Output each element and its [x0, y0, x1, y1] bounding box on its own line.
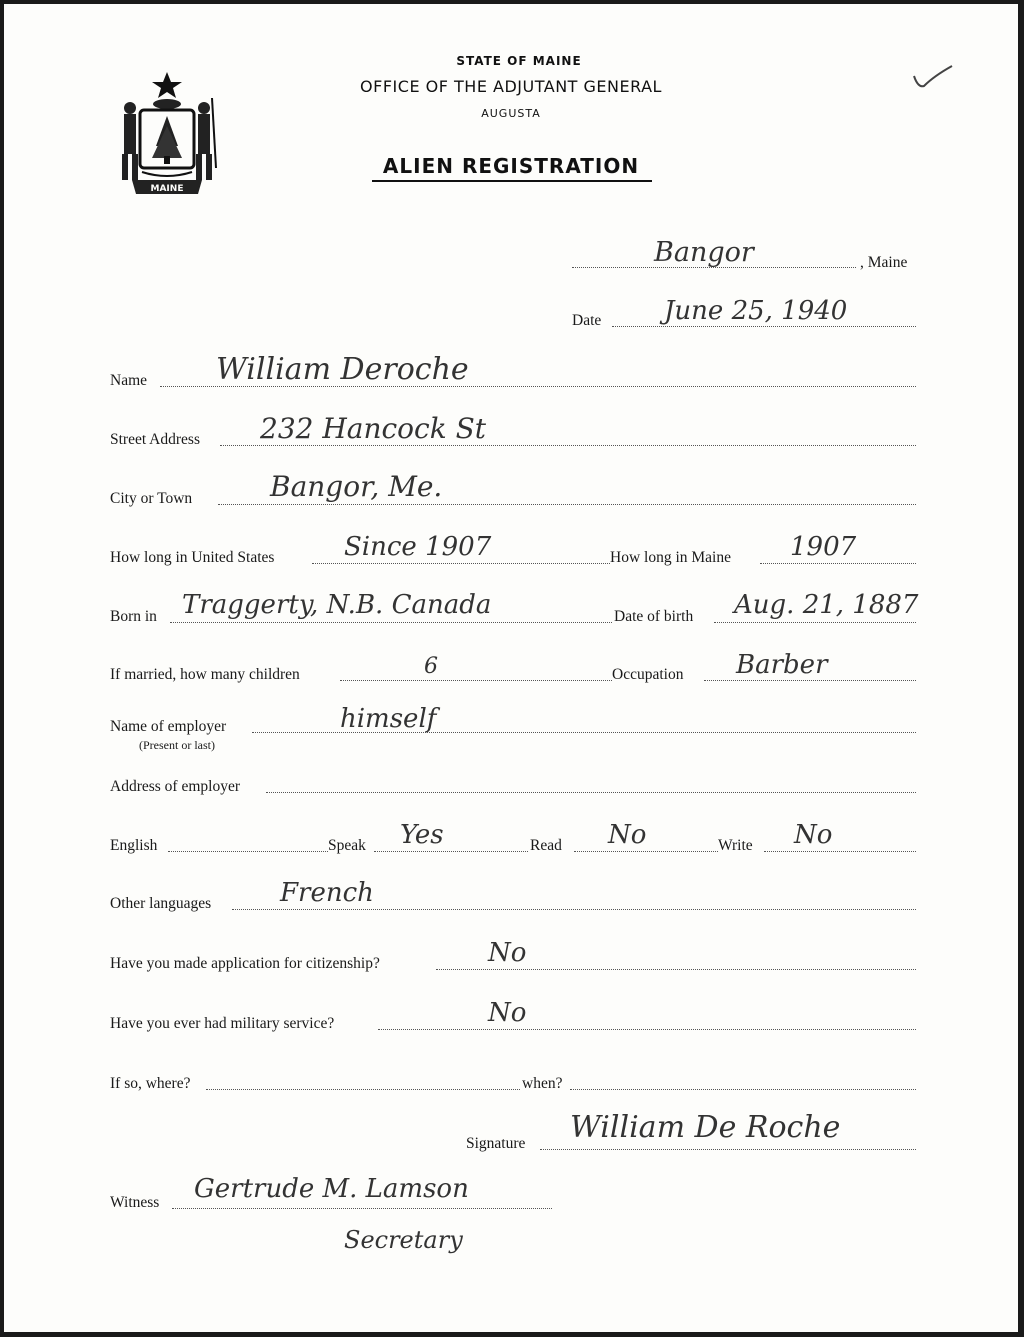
signature-line — [540, 1149, 916, 1150]
date-line — [612, 326, 916, 327]
witness-title: Secretary — [344, 1226, 463, 1254]
citizenship-value[interactable]: No — [488, 938, 527, 968]
birth-date-value[interactable]: Aug. 21, 1887 — [734, 590, 919, 620]
registration-form — [4, 4, 1018, 1332]
employer-address-line — [266, 792, 916, 793]
witness-label: Witness — [110, 1194, 160, 1211]
us-duration-value[interactable]: Since 1907 — [344, 532, 492, 562]
employer-label: Name of employer — [110, 718, 227, 735]
title-underline — [372, 180, 652, 182]
office-heading: OFFICE OF THE ADJUTANT GENERAL — [360, 77, 662, 96]
other-languages-value[interactable]: French — [280, 878, 374, 908]
us-duration-line — [312, 563, 610, 564]
citizenship-label: Have you made application for citizenship? — [110, 955, 380, 972]
city-value[interactable]: Bangor, Me. — [270, 470, 443, 503]
citizenship-line — [436, 969, 916, 970]
employer-address-label: Address of employer — [110, 778, 240, 795]
write-line — [764, 851, 916, 852]
employer-sublabel: (Present or last) — [139, 738, 215, 752]
birth-date-label: Date of birth — [614, 608, 694, 625]
date-value[interactable]: June 25, 1940 — [664, 296, 848, 326]
other-languages-label: Other languages — [110, 895, 212, 912]
city-heading: AUGUSTA — [481, 107, 541, 120]
occupation-value[interactable]: Barber — [736, 650, 828, 680]
check-mark-icon — [910, 62, 956, 92]
signature-label: Signature — [466, 1135, 526, 1152]
us-duration-label: How long in United States — [110, 549, 275, 566]
children-label: If married, how many children — [110, 666, 300, 683]
when-line — [570, 1089, 916, 1090]
maine-duration-line — [760, 563, 916, 564]
place-value[interactable]: Bangor — [654, 237, 754, 268]
birthplace-line — [170, 622, 612, 623]
state-heading: STATE OF MAINE — [456, 54, 582, 68]
svg-text:MAINE: MAINE — [150, 184, 184, 194]
occupation-label: Occupation — [612, 666, 684, 683]
occupation-line — [704, 680, 916, 681]
date-label: Date — [572, 312, 602, 329]
military-line — [378, 1029, 916, 1030]
birth-date-line — [714, 622, 916, 623]
children-value[interactable]: 6 — [424, 654, 438, 679]
speak-line — [374, 851, 528, 852]
children-line — [340, 680, 612, 681]
maine-duration-value[interactable]: 1907 — [790, 532, 857, 562]
name-label: Name — [110, 372, 148, 389]
birthplace-label: Born in — [110, 608, 157, 625]
military-value[interactable]: No — [488, 998, 527, 1028]
birthplace-value[interactable]: Traggerty, N.B. Canada — [182, 590, 492, 620]
english-line — [168, 851, 328, 852]
city-label: City or Town — [110, 490, 193, 507]
speak-label: Speak — [328, 837, 366, 854]
street-line — [220, 445, 916, 446]
form-title: ALIEN REGISTRATION — [382, 154, 640, 178]
name-value[interactable]: William Deroche — [216, 352, 469, 387]
other-languages-line — [232, 909, 916, 910]
military-label: Have you ever had military service? — [110, 1015, 335, 1032]
when-label: when? — [522, 1075, 563, 1092]
english-label: English — [110, 837, 158, 854]
city-line — [218, 504, 916, 505]
street-label: Street Address — [110, 431, 200, 448]
street-value[interactable]: 232 Hancock St — [260, 412, 487, 445]
maine-duration-label: How long in Maine — [610, 549, 731, 566]
employer-value[interactable]: himself — [340, 704, 437, 734]
witness-value[interactable]: Gertrude M. Lamson — [194, 1174, 469, 1204]
where-label: If so, where? — [110, 1075, 191, 1092]
read-value[interactable]: No — [608, 820, 647, 850]
witness-line — [172, 1208, 552, 1209]
speak-value[interactable]: Yes — [400, 820, 444, 850]
where-line — [206, 1089, 520, 1090]
signature-value[interactable]: William De Roche — [570, 1110, 841, 1145]
place-suffix: , Maine — [860, 254, 908, 271]
write-label: Write — [718, 837, 753, 854]
read-line — [574, 851, 718, 852]
read-label: Read — [530, 837, 562, 854]
write-value[interactable]: No — [794, 820, 833, 850]
